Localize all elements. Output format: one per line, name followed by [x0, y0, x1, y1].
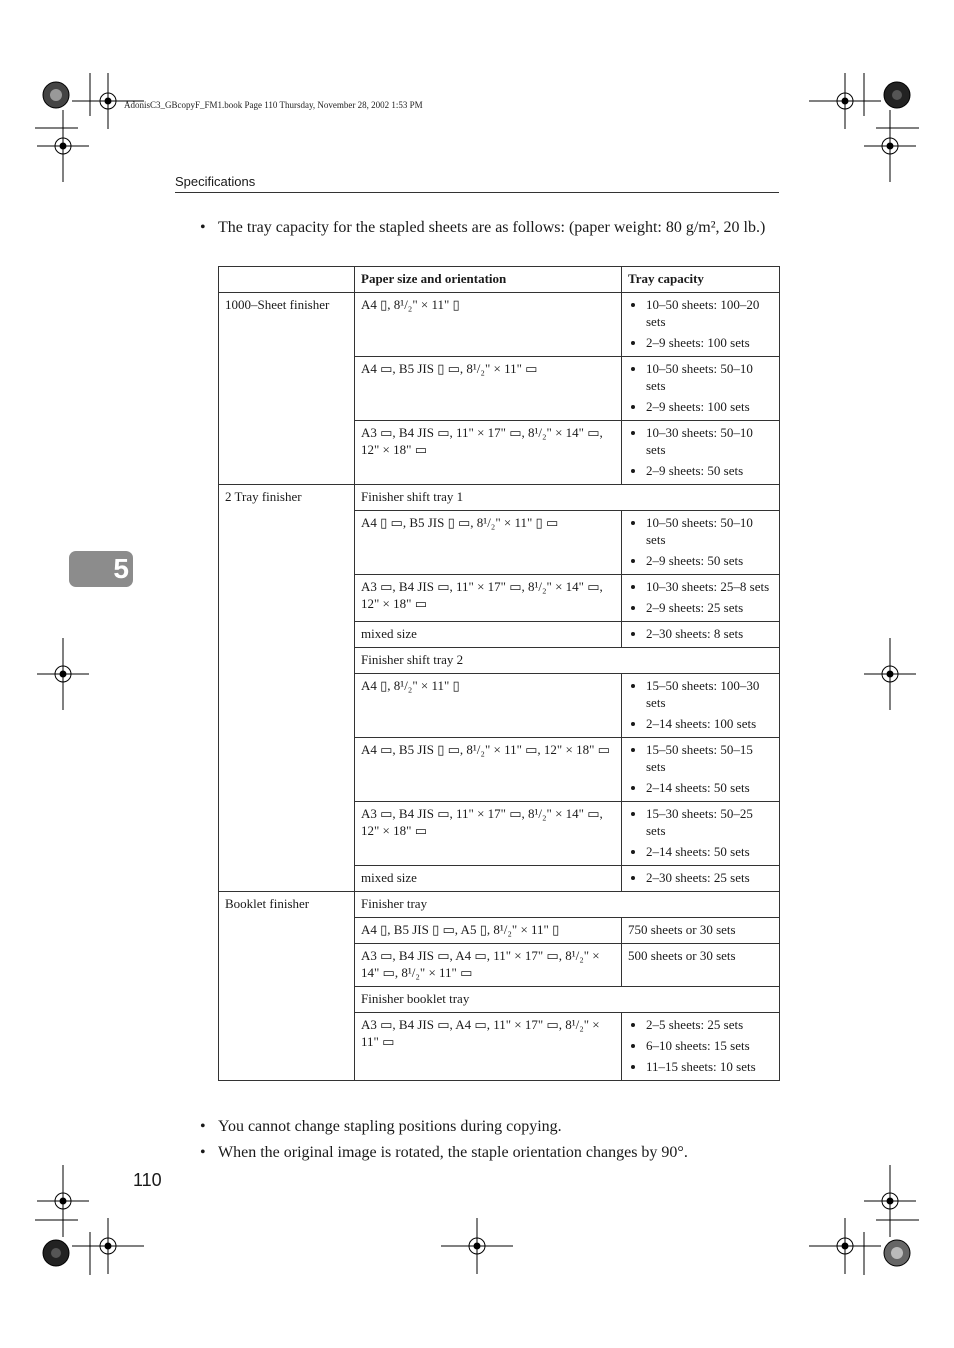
tray-label-cell: Finisher tray [355, 892, 780, 918]
table-header-row [219, 267, 780, 293]
header-cell [219, 267, 355, 293]
capacity-item: • 10–50 sheets: 50–10 sets [646, 514, 774, 548]
capacity-list [628, 625, 774, 642]
capacity-item: • 2–30 sheets: 8 sets [646, 625, 774, 642]
table-row [219, 485, 780, 511]
capacity-item: • 10–30 sheets: 50–10 sets [646, 424, 774, 458]
tray-label-cell: Finisher shift tray 1 [355, 485, 780, 511]
capacity-list [628, 1016, 774, 1075]
print-header: AdonisC3_GBcopyF_FM1.book Page 110 Thursday, November 28, 2002 1:53 PM [124, 100, 423, 110]
capacity-item: • 11–15 sheets: 10 sets [646, 1058, 774, 1075]
capacity-item: • 2–14 sheets: 100 sets [646, 715, 774, 732]
capacity-list [628, 514, 774, 569]
capacity-item: • 6–10 sheets: 15 sets [646, 1037, 774, 1054]
running-head: Specifications [175, 174, 256, 189]
capacity-item: • 2–9 sheets: 25 sets [646, 599, 774, 616]
capacity-cell [622, 802, 780, 866]
note-text: When the original image is rotated, the staple orientation changes by 90°. [218, 1144, 688, 1161]
bullet-icon: • [200, 1118, 206, 1135]
capacity-item: • 2–9 sheets: 50 sets [646, 462, 774, 479]
capacity-item: • 10–50 sheets: 50–10 sets [646, 360, 774, 394]
capacity-cell [622, 866, 780, 892]
bullet-icon: • [200, 219, 206, 236]
size-cell: A3 ▭, B4 JIS ▭, 11" × 17" ▭, 8¹/₂" × 14" ▭, 12" × 18" ▭ [355, 802, 622, 866]
finisher-label-cell: Booklet finisher [219, 892, 355, 1081]
size-cell: A3 ▭, B4 JIS ▭, 11" × 17" ▭, 8¹/₂" × 14" ▭, 12" × 18" ▭ [355, 421, 622, 485]
capacity-list [628, 805, 774, 860]
chapter-tab: 5 [69, 551, 133, 587]
capacity-cell [622, 421, 780, 485]
capacity-item: • 10–50 sheets: 100–20 sets [646, 296, 774, 330]
capacity-list [628, 677, 774, 732]
capacity-item: • 15–50 sheets: 100–30 sets [646, 677, 774, 711]
table-row [219, 892, 780, 918]
capacity-item: • 2–14 sheets: 50 sets [646, 779, 774, 796]
capacity-list [628, 869, 774, 886]
capacity-item: • 2–30 sheets: 25 sets [646, 869, 774, 886]
capacity-cell [622, 738, 780, 802]
size-cell: A3 ▭, B4 JIS ▭, A4 ▭, 11" × 17" ▭, 8¹/₂" × 14" ▭, 8¹/₂" × 11" ▭ [355, 944, 622, 987]
capacity-item: • 2–5 sheets: 25 sets [646, 1016, 774, 1033]
table-row [219, 293, 780, 357]
note-text: You cannot change stapling positions during copying. [218, 1118, 562, 1135]
capacity-item: • 15–50 sheets: 50–15 sets [646, 741, 774, 775]
header-cell: Paper size and orientation [355, 267, 622, 293]
capacity-item: • 2–9 sheets: 100 sets [646, 334, 774, 351]
capacity-list [628, 296, 774, 351]
capacity-cell: 500 sheets or 30 sets [622, 944, 780, 987]
capacity-cell [622, 622, 780, 648]
capacity-item: • 15–30 sheets: 50–25 sets [646, 805, 774, 839]
capacity-list [628, 741, 774, 796]
capacity-cell [622, 357, 780, 421]
size-cell: A4 ▯ ▭, B5 JIS ▯ ▭, 8¹/₂" × 11" ▯ ▭ [355, 511, 622, 575]
size-cell: A3 ▭, B4 JIS ▭, A4 ▭, 11" × 17" ▭, 8¹/₂" × 11" ▭ [355, 1013, 622, 1081]
size-cell: A4 ▭, B5 JIS ▯ ▭, 8¹/₂" × 11" ▭, 12" × 18" ▭ [355, 738, 622, 802]
capacity-item: • 2–9 sheets: 100 sets [646, 398, 774, 415]
bullet-icon: • [200, 1144, 206, 1161]
header-rule [175, 192, 779, 193]
capacity-cell [622, 1013, 780, 1081]
capacity-list [628, 578, 774, 616]
size-cell: A4 ▯, B5 JIS ▯ ▭, A5 ▯, 8¹/₂" × 11" ▯ [355, 918, 622, 944]
capacity-list [628, 360, 774, 415]
capacity-cell [622, 674, 780, 738]
finisher-label-cell: 2 Tray finisher [219, 485, 355, 892]
capacity-item: • 10–30 sheets: 25–8 sets [646, 578, 774, 595]
capacity-item: • 2–9 sheets: 50 sets [646, 552, 774, 569]
capacity-cell [622, 511, 780, 575]
size-cell: A4 ▭, B5 JIS ▯ ▭, 8¹/₂" × 11" ▭ [355, 357, 622, 421]
size-cell: A3 ▭, B4 JIS ▭, 11" × 17" ▭, 8¹/₂" × 14" ▭, 12" × 18" ▭ [355, 575, 622, 622]
capacity-cell: 750 sheets or 30 sets [622, 918, 780, 944]
capacity-cell [622, 293, 780, 357]
tray-label-cell: Finisher shift tray 2 [355, 648, 780, 674]
intro-text: The tray capacity for the stapled sheets are as follows: (paper weight: 80 g/m², 20 lb.) [218, 219, 766, 236]
capacity-item: • 2–14 sheets: 50 sets [646, 843, 774, 860]
size-cell: mixed size [355, 622, 622, 648]
size-cell: mixed size [355, 866, 622, 892]
capacity-cell [622, 575, 780, 622]
capacity-list [628, 424, 774, 479]
finisher-label-cell: 1000–Sheet finisher [219, 293, 355, 485]
size-cell: A4 ▯, 8¹/₂" × 11" ▯ [355, 293, 622, 357]
page-number: 110 [133, 1170, 162, 1190]
header-cell: Tray capacity [622, 267, 780, 293]
staple-capacity-table [218, 266, 780, 1081]
size-cell: A4 ▯, 8¹/₂" × 11" ▯ [355, 674, 622, 738]
tray-label-cell: Finisher booklet tray [355, 987, 780, 1013]
